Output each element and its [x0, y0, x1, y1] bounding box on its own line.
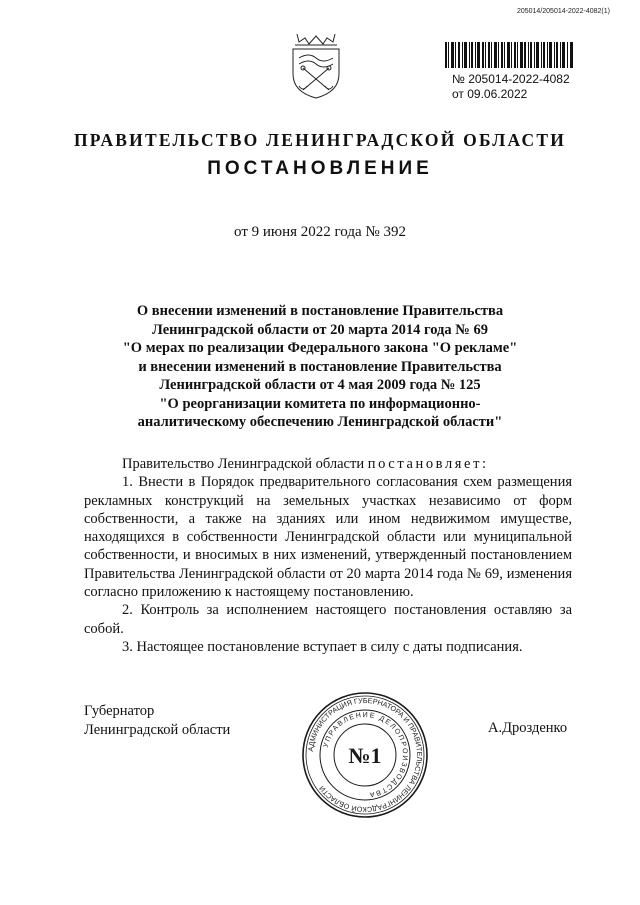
barcode-icon — [445, 42, 573, 68]
organization-title: ПРАВИТЕЛЬСТВО ЛЕНИНГРАДСКОЙ ОБЛАСТИ — [73, 130, 567, 150]
subject-line: "О мерах по реализации Федерального закона "О рекламе" — [122, 340, 518, 356]
position-line: Губернатор — [84, 703, 155, 719]
item-paragraph: 3. Настоящее постановление вступает в силу с даты подписания. — [122, 638, 523, 655]
position-line: Ленинградской области — [84, 722, 231, 738]
document-type-heading: ПОСТАНОВЛЕНИЕ — [207, 158, 433, 179]
stamp-number: №1 — [348, 743, 382, 768]
intro-verb: постановляет: — [367, 456, 489, 472]
registration-number: № 205014-2022-4082 — [452, 72, 570, 86]
subject-line: Ленинградской области от 4 мая 2009 года № 125 — [159, 377, 481, 393]
intro-paragraph — [84, 455, 572, 473]
stamp-seal-icon — [300, 690, 430, 820]
subject-line: Ленинградской области от 20 марта 2014 года № 69 — [152, 321, 488, 338]
stamp-ring-text: АДМИНИСТРАЦИЯ ГУБЕРНАТОРА И ПРАВИТЕЛЬСТВА ЛЕНИНГРАДСКОЙ ОБЛАСТИ — [306, 695, 425, 815]
registration-info — [452, 72, 570, 102]
subject-line: и внесении изменений в постановление Правительства — [138, 358, 502, 375]
document-body — [84, 455, 572, 656]
stamp-inner-text: УПРАВЛЕНИЕ ДЕЛОПРОИЗВОДСТВА — [322, 711, 409, 798]
subject-line: аналитическому обеспечению Ленинградской области" — [137, 414, 503, 430]
document-subject — [60, 302, 580, 432]
signatory-name: А.Дрозденко — [488, 720, 568, 736]
item-paragraph: 1. Внести в Порядок предварительного согласования схем размещения рекламных конструкций на земельных участках независимо от форм собственности, а также на зданиях или ином недвижимом имуществе, находящихся в собственности Ленинградской области или муниципальной собственности, и вносимых в них изменений, утвержденный постановлением Правительства Ленинградской области от 20 марта 2014 года № 69, изменения согласно приложению к настоящему постановлению. — [84, 474, 572, 601]
item-paragraph: 2. Контроль за исполнением настоящего постановления оставляю за собой. — [84, 602, 572, 637]
subject-line: О внесении изменений в постановление Правительства — [136, 303, 504, 319]
intro-subject: Правительство Ленинградской области — [122, 456, 365, 472]
document-id: 205014/205014-2022-4082(1) — [516, 8, 610, 15]
registration-date: от 09.06.2022 — [452, 87, 528, 101]
document-date-number: от 9 июня 2022 года № 392 — [234, 224, 406, 240]
coat-of-arms-icon — [285, 30, 347, 100]
subject-line: "О реорганизации комитета по информационно- — [159, 395, 481, 412]
signatory-position — [84, 702, 230, 740]
